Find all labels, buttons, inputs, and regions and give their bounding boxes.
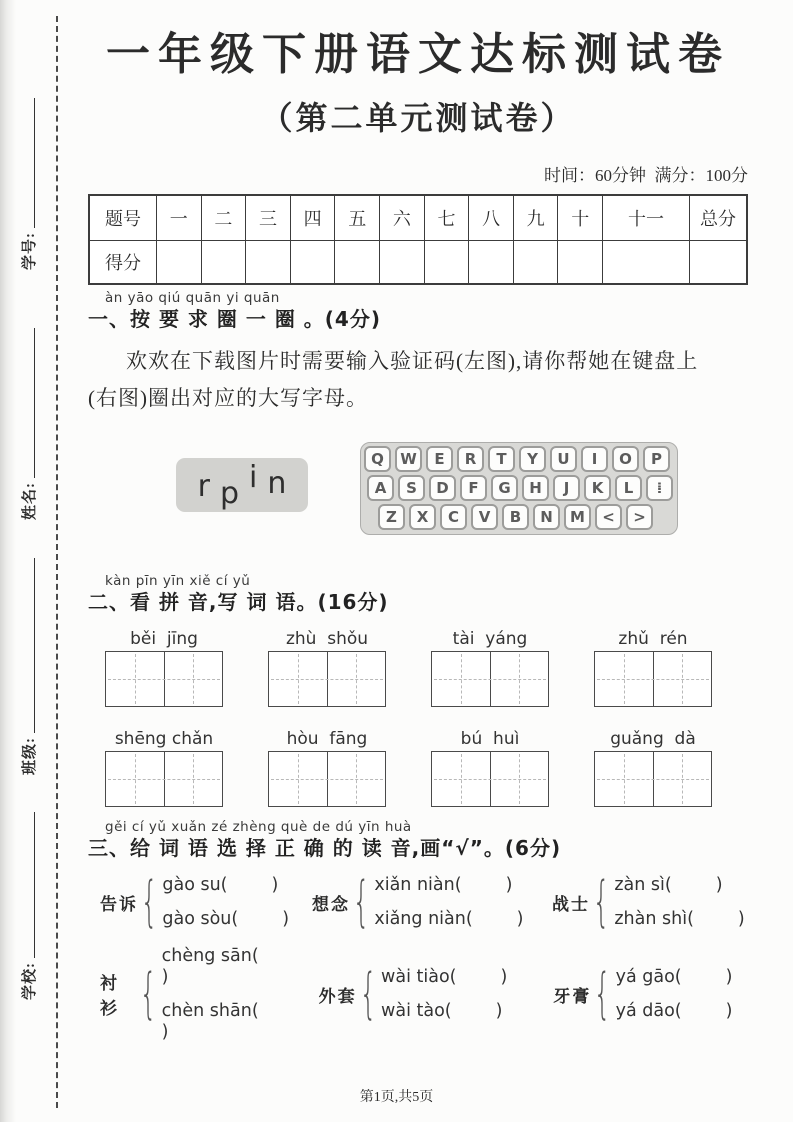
score-cell[interactable] — [246, 240, 291, 284]
score-col: 七 — [424, 195, 469, 241]
key-C[interactable]: C — [440, 504, 467, 530]
section3-pinyin: gěi cí yǔ xuǎn zé zhèng què de dú yīn huà — [105, 818, 412, 835]
captcha-letter: p — [219, 476, 240, 512]
pronunciation-option[interactable]: chèng sān() — [161, 945, 259, 987]
class-field[interactable] — [18, 558, 39, 775]
student-name-blank[interactable] — [31, 328, 35, 478]
key-X[interactable]: X — [409, 504, 436, 530]
student-name-label: 姓名: — [22, 482, 38, 520]
score-col: 九 — [513, 195, 558, 241]
keyboard-image — [360, 442, 678, 535]
score-col: 八 — [469, 195, 514, 241]
student-id-field[interactable] — [18, 98, 39, 270]
score-cell[interactable] — [558, 240, 603, 284]
pronunciation-option[interactable]: gào su( ) — [162, 874, 279, 895]
writing-grid[interactable] — [105, 751, 223, 807]
pronunciation-option[interactable]: xiǎn niàn( ) — [374, 874, 513, 895]
score-col: 四 — [290, 195, 335, 241]
captcha-letter: r — [197, 469, 210, 505]
word-group — [268, 729, 386, 807]
score-table — [88, 194, 748, 285]
key-V[interactable]: V — [471, 504, 498, 530]
choice-word: 告诉 — [100, 894, 138, 914]
brace-glyph — [353, 875, 370, 929]
score-cell[interactable] — [424, 240, 469, 284]
key-R[interactable]: R — [457, 446, 484, 472]
key-P[interactable]: P — [643, 446, 670, 472]
choice-group — [100, 946, 307, 1043]
score-col-total: 总分 — [690, 195, 748, 241]
key-M[interactable]: M — [564, 504, 591, 530]
pronunciation-option[interactable]: zhàn shì( ) — [614, 908, 745, 929]
page-number: 第1页,共5页 — [359, 1090, 434, 1105]
score-cell[interactable] — [335, 240, 380, 284]
key-Q[interactable]: Q — [364, 446, 391, 472]
key-J[interactable]: J — [553, 475, 580, 501]
pronunciation-option[interactable]: yá dāo( ) — [615, 1000, 733, 1021]
choice-group — [100, 875, 300, 930]
score-row-label: 得分 — [89, 240, 157, 284]
choice-word: 外套 — [318, 986, 357, 1006]
key-Z[interactable]: Z — [378, 504, 405, 530]
section3-heading: 三、给 词 语 选 择 正 确 的 读 音,画“√”。(6分) — [88, 835, 562, 860]
keyboard-row-2 — [364, 475, 677, 501]
key-G[interactable]: G — [491, 475, 518, 501]
word-pinyin: guǎng dà — [610, 728, 696, 749]
key-O[interactable]: O — [612, 446, 639, 472]
score-cell[interactable] — [157, 240, 202, 284]
key-S[interactable]: S — [398, 475, 425, 501]
writing-grid[interactable] — [594, 751, 712, 807]
pronunciation-option[interactable]: wài tào( ) — [381, 1000, 503, 1021]
writing-grid[interactable] — [268, 651, 386, 707]
choice-word: 战士 — [552, 894, 590, 914]
school-blank[interactable] — [31, 812, 35, 958]
word-group — [594, 729, 712, 807]
key-T[interactable]: T — [488, 446, 515, 472]
captcha-letter: i — [249, 460, 258, 496]
word-pinyin: shēng chǎn — [114, 728, 214, 749]
word-group — [431, 729, 549, 807]
brace-glyph — [141, 875, 158, 929]
choice-group — [552, 875, 748, 930]
key-Y[interactable]: Y — [519, 446, 546, 472]
pronunciation-option[interactable]: yá gāo( ) — [615, 966, 733, 987]
writing-grid[interactable] — [105, 651, 223, 707]
word-pinyin: zhǔ rén — [618, 628, 688, 649]
score-cell[interactable] — [290, 240, 335, 284]
scan-paper-edge — [0, 0, 16, 1122]
key-period[interactable]: > — [626, 504, 653, 530]
student-id-label: 学号: — [22, 232, 38, 270]
score-cell[interactable] — [603, 240, 690, 284]
page-title: 一年级下册语文达标测试卷 — [106, 30, 730, 79]
key-I[interactable]: I — [581, 446, 608, 472]
score-cell-total[interactable] — [690, 240, 748, 284]
keyboard-row-3 — [364, 504, 677, 530]
key-W[interactable]: W — [395, 446, 422, 472]
section2-heading: 二、看 拼 音,写 词 语。(16分) — [88, 589, 389, 614]
captcha-letter: n — [267, 466, 287, 502]
pronunciation-option[interactable]: wài tiào( ) — [381, 966, 508, 987]
word-group — [105, 629, 223, 707]
choice-group — [312, 875, 540, 930]
pronunciation-option[interactable]: gào sòu( ) — [162, 908, 290, 929]
score-cell[interactable] — [380, 240, 425, 284]
score-cell[interactable] — [513, 240, 558, 284]
score-col: 六 — [380, 195, 425, 241]
brace-glyph — [140, 967, 157, 1021]
key-F[interactable]: F — [460, 475, 487, 501]
word-group — [431, 629, 549, 707]
choice-word: 想念 — [312, 894, 350, 914]
key-E[interactable]: E — [426, 446, 453, 472]
choice-word: 衬衫 — [100, 974, 119, 1019]
key-D[interactable]: D — [429, 475, 456, 501]
section1-paragraph-line1: 欢欢在下载图片时需要输入验证码(左图),请你帮她在键盘上 — [126, 348, 699, 373]
choice-group — [553, 967, 748, 1022]
brace-glyph — [593, 875, 610, 929]
score-col: 一 — [157, 195, 202, 241]
section1-paragraph-line2: (右图)圈出对应的大写字母。 — [88, 385, 368, 410]
brace-glyph — [359, 967, 376, 1021]
key-H[interactable]: H — [522, 475, 549, 501]
school-label: 学校: — [22, 962, 38, 1000]
word-group — [105, 729, 223, 807]
captcha-image — [176, 458, 308, 512]
writing-grid[interactable] — [268, 751, 386, 807]
class-label: 班级: — [22, 737, 38, 775]
pronunciation-option[interactable]: xiǎng niàn( ) — [374, 908, 524, 929]
word-pinyin: tài yáng — [452, 628, 528, 649]
time-score-info: 时间：60分钟 满分：100分 — [544, 165, 748, 185]
key-K[interactable]: K — [584, 475, 611, 501]
key-N[interactable]: N — [533, 504, 560, 530]
key-colon[interactable]: ⁞ — [646, 475, 673, 501]
section1-heading: 一、按 要 求 圈 一 圈 。(4分) — [88, 306, 381, 331]
key-A[interactable]: A — [367, 475, 394, 501]
word-pinyin: hòu fāng — [286, 728, 368, 749]
key-L[interactable]: L — [615, 475, 642, 501]
score-col: 五 — [335, 195, 380, 241]
key-B[interactable]: B — [502, 504, 529, 530]
score-cell[interactable] — [201, 240, 246, 284]
brace-glyph — [594, 967, 611, 1021]
school-field[interactable] — [18, 812, 39, 1000]
score-col: 三 — [246, 195, 291, 241]
choice-group — [319, 967, 542, 1022]
score-col: 二 — [201, 195, 246, 241]
word-group — [268, 629, 386, 707]
section2-pinyin: kàn pīn yīn xiě cí yǔ — [105, 572, 251, 589]
student-id-blank[interactable] — [31, 98, 35, 228]
writing-grid[interactable] — [594, 651, 712, 707]
fold-dashed-line — [56, 16, 58, 1108]
choice-word: 牙膏 — [553, 986, 592, 1006]
word-pinyin: běi jīng — [130, 628, 198, 649]
score-col: 十 — [558, 195, 603, 241]
keyboard-row-1 — [364, 446, 677, 472]
class-blank[interactable] — [31, 558, 35, 733]
pronunciation-option[interactable]: chèn shān() — [161, 1000, 259, 1042]
word-group — [594, 629, 712, 707]
score-col: 十一 — [603, 195, 690, 241]
score-table-corner: 题号 — [89, 195, 157, 241]
key-comma[interactable]: < — [595, 504, 622, 530]
pronunciation-option[interactable]: zàn sì( ) — [614, 874, 723, 895]
section1-pinyin: àn yāo qiú quān yi quān — [105, 289, 280, 306]
word-pinyin: bú huì — [460, 728, 520, 749]
word-pinyin: zhù shǒu — [285, 628, 369, 649]
key-U[interactable]: U — [550, 446, 577, 472]
writing-grid[interactable] — [431, 751, 549, 807]
score-cell[interactable] — [469, 240, 514, 284]
student-name-field[interactable] — [18, 328, 39, 520]
writing-grid[interactable] — [431, 651, 549, 707]
page-subtitle: （第二单元测试卷） — [260, 99, 576, 136]
